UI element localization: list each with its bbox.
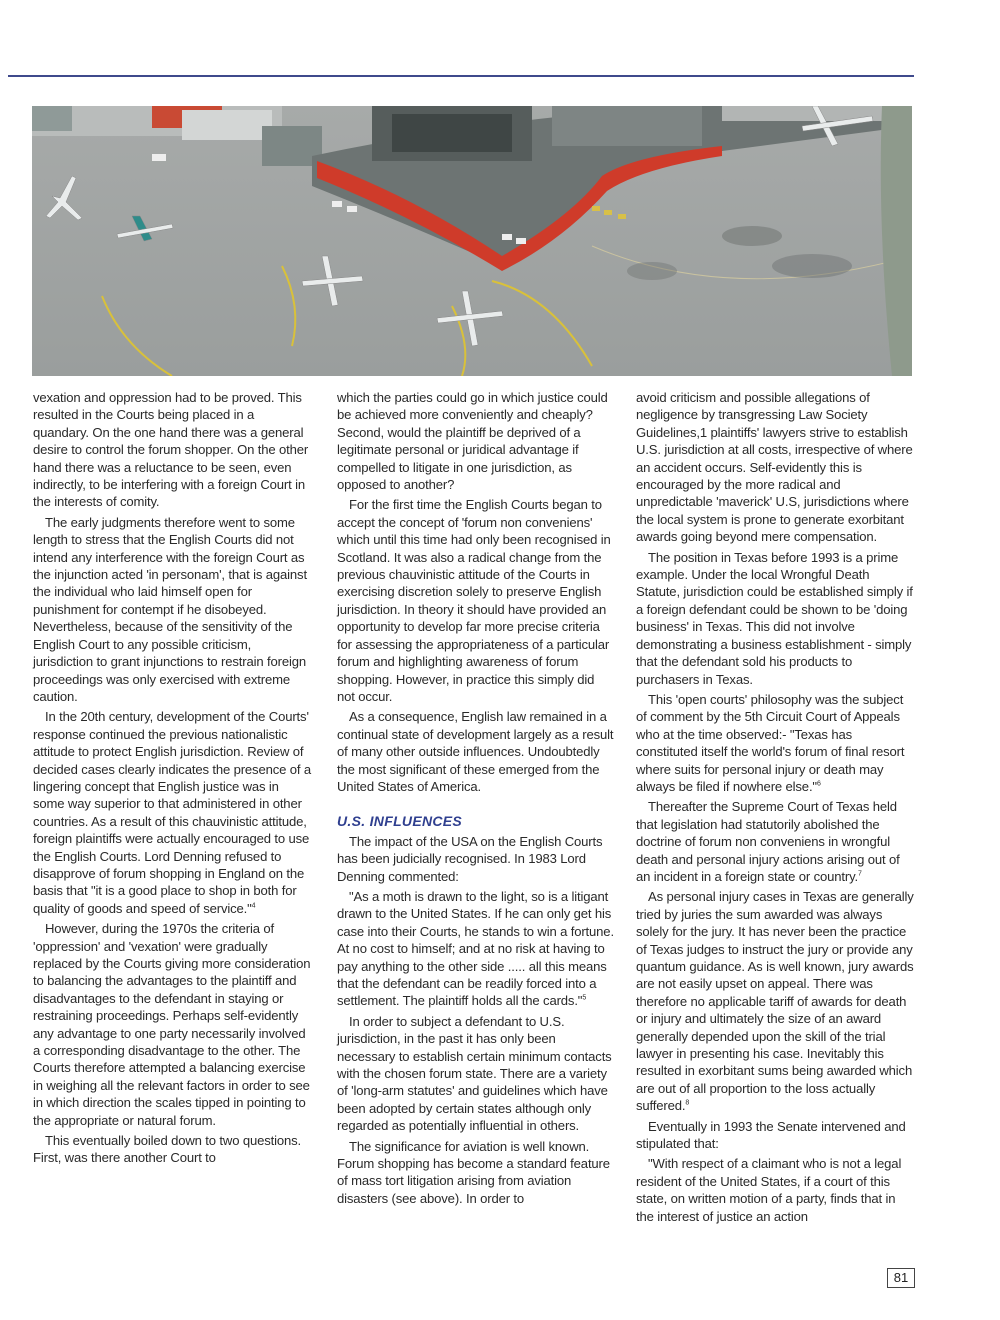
quotation: "With respect of a claimant who is not a legal resident of the United States, if a court of this state, on written motion of a party, finds that in the interest of justice an action [636,1156,902,1224]
paragraph: As a consequence, English law remained in a continual state of development largely as a result of many other outside influences. Undoubtedly the most significant of these emerged from the United States of America. [337,709,614,794]
footnote-ref: 6 [816,780,821,788]
paragraph: In the 20th century, development of the Courts' response continued the previous nationalistic attitude to protect English jurisdiction. Review of decided cases clearly indicates the presence of a lingering concept that English justice was in some way superior to that administered in other countries. As a result of this chauvinistic attitude, foreign plaintiffs were actually encouraged to use the English Courts. Lord Denning refused to disapprove of forum shopping in England on the basis that "it is a good place to shop in both for quality of goods and speed of service."$^4$ [33,709,311,916]
quotation: "As a moth is drawn to the light, so is a litigant drawn to the United States. If he can only get his case into their Courts, he stands to win a fortune. At no cost to himself; and at no risk at having to pay anything to the other side ..... all this means that the defendant can be readily forced into a settlement. The plaintiff holds all the cards."$^5$ [337,888,614,1009]
paragraph: avoid criticism and possible allegations of negligence by transgressing Law Society Guidelines,1 plaintiffs' lawyers strive to establish U.S. jurisdiction at all costs, irrespective of where an accident occurs. Self-evidently this is encouraged by the more radical and unpredictable 'maverick' U.S, jurisdictions where the local system is prone to generate exorbitant awards going beyond mere compensation. [636,390,913,545]
paragraph: This eventually boiled down to two questions. First, was there another Court to [33,1133,302,1166]
paragraph: Thereafter the Supreme Court of Texas held that legislation had statutorily abolished the doctrine of forum non conveniens in wrongful death and personal injury actions arising out of an incident in a foreign state or country.$^7$ [636,799,900,884]
paragraph: The impact of the USA on the English Courts has been judicially recognised. In 1983 Lord Denning commented: [337,833,603,884]
paragraph: In order to subject a defendant to U.S. jurisdiction, in the past it has only been necessary to establish certain minimum contacts with the chosen forum state. There are a variety of 'long-arm statutes' and guidelines which have been adopted by certain states although only regarded as potentially influential in others. [337,1013,612,1134]
paragraph: As personal injury cases in Texas are generally tried by juries the sum awarded was always solely for the jury. It has never been the practice of Texas judges to instruct the jury or provide any quantum guidance. As is well known, jury awards are not easily upset on appeal. There was therefore no applicable tariff of awards for death or injury and ultimately the size of an award generally depended upon the skill of the trial lawyer in presenting his case. Inevitably this resulted in exorbitant sums being awarded which are out of all proportion to the loss actually suffered.$^8$ [636,889,914,1114]
footnote-ref: 5 [582,995,587,1003]
text-column-2 [337,389,615,1210]
section-heading: U.S. INFLUENCES [337,813,463,830]
paragraph: Eventually in 1993 the Senate intervened and stipulated that: [636,1118,906,1152]
paragraph: vexation and oppression had to be proved. This resulted in the Courts being placed in a quandary. On the one hand there was a general desire to control the forum shopper. On the other hand there was a reluctance to be seen, even indirectly, to be interfering with a foreign Court in the interests of comity. [33,390,309,510]
paragraph: The early judgments therefore went to some length to stress that the English Courts did not intend any interference with the foreign Court as the injunction acted 'in personam', that is against the individual who laid himself open for punishment for contempt if he disobeyed. Nevertheless, because of the sensitivity of the English Court to any possible criticism, jurisdiction to grant injunctions to restrain foreign proceedings was only exercised with extreme caution. [33,514,307,704]
paragraph: which the parties could go in which justice could be achieved more conveniently and cheaply? Second, would the plaintiff be deprived of a legitimate personal or juridical advantage if compelled to litigate in one jurisdiction, as opposed to another? [337,390,608,493]
paragraph: The significance for aviation is well known. Forum shopping has become a standard feature of mass tort litigation arising from aviation disasters (see above). In order to [337,1138,610,1206]
page-number: 81 [887,1268,915,1288]
paragraph: For the first time the English Courts began to accept the concept of 'forum non conveniens' which until this time had only been recognised in Scotland. It was also a radical change from the previous chauvinistic attitude of the Courts in exercising discretion solely to preserve English jurisdiction. In theory it should have provided an opportunity to develop far more precise criteria for assessing the appropriateness of a particular forum and highlighting awareness of forum shopping. However, in practice this simply did not occur. [337,497,611,704]
footnote-ref: 7 [858,870,862,878]
paragraph: This 'open courts' philosophy was the subject of comment by the 5th Circuit Court of Appeals who at the time observed:- "Texas has constituted itself the world's forum of final resort where suits for personal injury or death may always be filed if nowhere else."$^6$ [636,691,905,794]
paragraph: However, during the 1970s the criteria of 'oppression' and 'vexation' were gradually replaced by the Courts giving more consideration to balancing the advantages to the plaintiff and disadvantages to the defendant in staying or restraining proceedings. Perhaps self-evidently any advantage to one party necessarily involved a corresponding disadvantage to the other. The Courts therefore attempted a balancing exercise in weighing all the relevant factors in order to see in which direction the scales tipped in pointing to the appropriate or natural forum. [33,921,311,1128]
header-rule [8,75,914,77]
footnote-ref: 4 [251,902,256,910]
footnote-ref: 8 [685,1099,690,1107]
aerial-airport-photo-icon [32,106,912,376]
paragraph: The position in Texas before 1993 is a prime example. Under the local Wrongful Death Statute, jurisdiction could be established simply if a foreign defendant could be shown to be 'doing business' in Texas. This did not involve demonstrating a business establishment - simply that the defendant sold his products to purchasers in Texas. [636,549,913,687]
text-column-1 [33,389,311,1170]
text-column-3 [636,389,914,1228]
